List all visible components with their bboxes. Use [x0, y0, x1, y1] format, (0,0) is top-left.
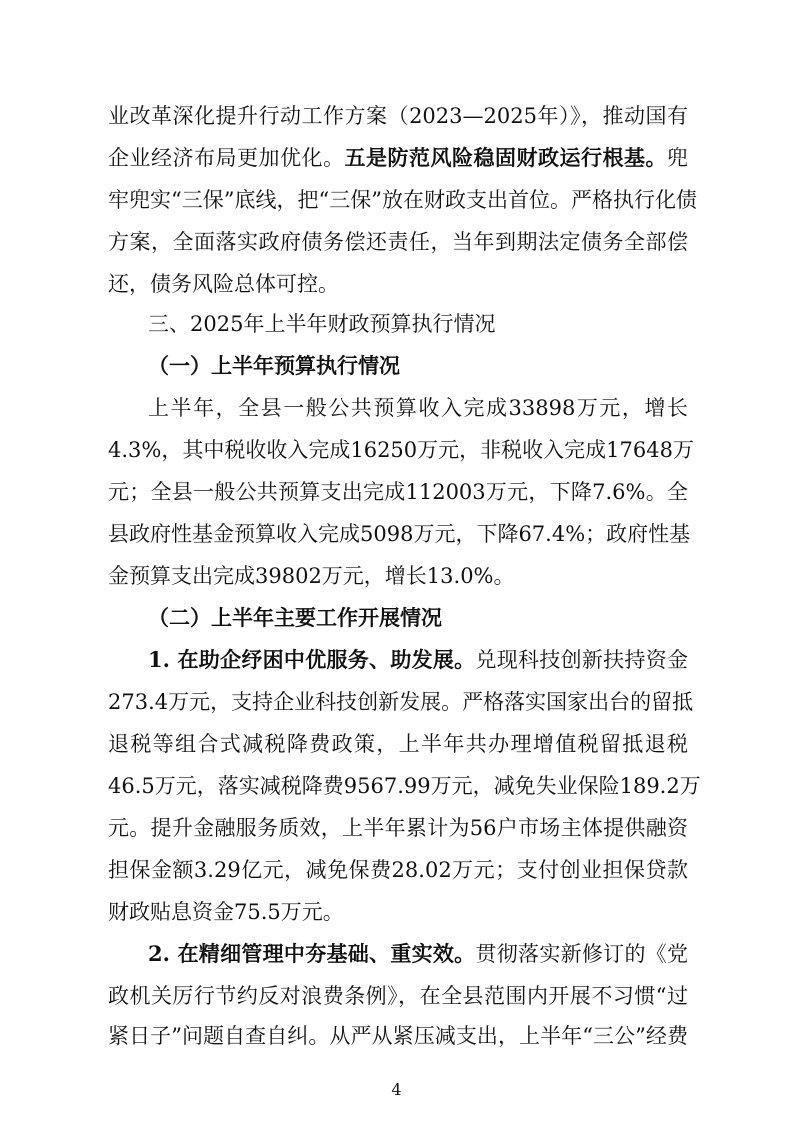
text-line: 企业经济布局更加优化。五是防范风险稳固财政运行根基。兜 — [108, 145, 688, 170]
text-line: 273.4万元，支持企业科技创新发展。严格落实国家出台的留抵 — [108, 690, 694, 714]
section-heading: 三、2025年上半年财政预算执行情况 — [148, 312, 496, 336]
bold-phrase: 1. 在助企纾困中优服务、助发展。 — [148, 647, 476, 672]
text-line: 46.5万元，落实减税降费9567.99万元，减免失业保险189.2万 — [108, 774, 701, 798]
text-line: 金预算支出完成39802万元，增长13.0%。 — [108, 564, 515, 588]
subsection-heading: （二）上半年主要工作开展情况 — [148, 605, 442, 630]
text-line: 退税等组合式减税降费政策，上半年共办理增值税留抵退税 — [108, 732, 688, 756]
text-line: 元；全县一般公共预算支出完成112003万元，下降7.6%。全 — [108, 480, 688, 504]
text-line: 政机关厉行节约反对浪费条例》，在全县范围内开展不习惯“过 — [108, 984, 688, 1008]
text-line: 4.3%，其中税收收入完成16250万元，非税收入完成17648万 — [108, 438, 694, 462]
text-line: 业改革深化提升行动工作方案（2023—2025年）》，推动国有 — [108, 104, 688, 128]
bold-phrase: 五是防范风险稳固财政运行根基。 — [344, 145, 667, 170]
subsection-heading: （一）上半年预算执行情况 — [148, 353, 400, 378]
text-line: 方案，全面落实政府债务偿还责任，当年到期法定债务全部偿 — [108, 230, 688, 254]
text-line: 紧日子”问题自查自纠。从严从紧压减支出，上半年“三公”经费 — [108, 1024, 688, 1048]
text-line: 2. 在精细管理中夯基础、重实效。贯彻落实新修订的《党 — [148, 941, 689, 966]
text-line: 还，债务风险总体可控。 — [108, 272, 339, 296]
text-line: 县政府性基金预算收入完成5098万元，下降67.4%；政府性基 — [108, 522, 691, 546]
text-line: 牢兜实“三保”底线，把“三保”放在财政支出首位。严格执行化债 — [108, 188, 697, 212]
text-line: 上半年，全县一般公共预算收入完成33898万元，增长 — [148, 396, 688, 420]
text-line: 财政贴息资金75.5万元。 — [108, 900, 344, 924]
text-line: 元。提升金融服务质效，上半年累计为56户市场主体提供融资 — [108, 816, 688, 840]
page-number: 4 — [391, 1080, 402, 1099]
text-line: 1. 在助企纾困中优服务、助发展。兑现科技创新扶持资金 — [148, 647, 689, 672]
text-line: 担保金额3.29亿元，减免保费28.02万元；支付创业担保贷款 — [108, 858, 688, 882]
bold-phrase: 2. 在精细管理中夯基础、重实效。 — [148, 941, 476, 966]
